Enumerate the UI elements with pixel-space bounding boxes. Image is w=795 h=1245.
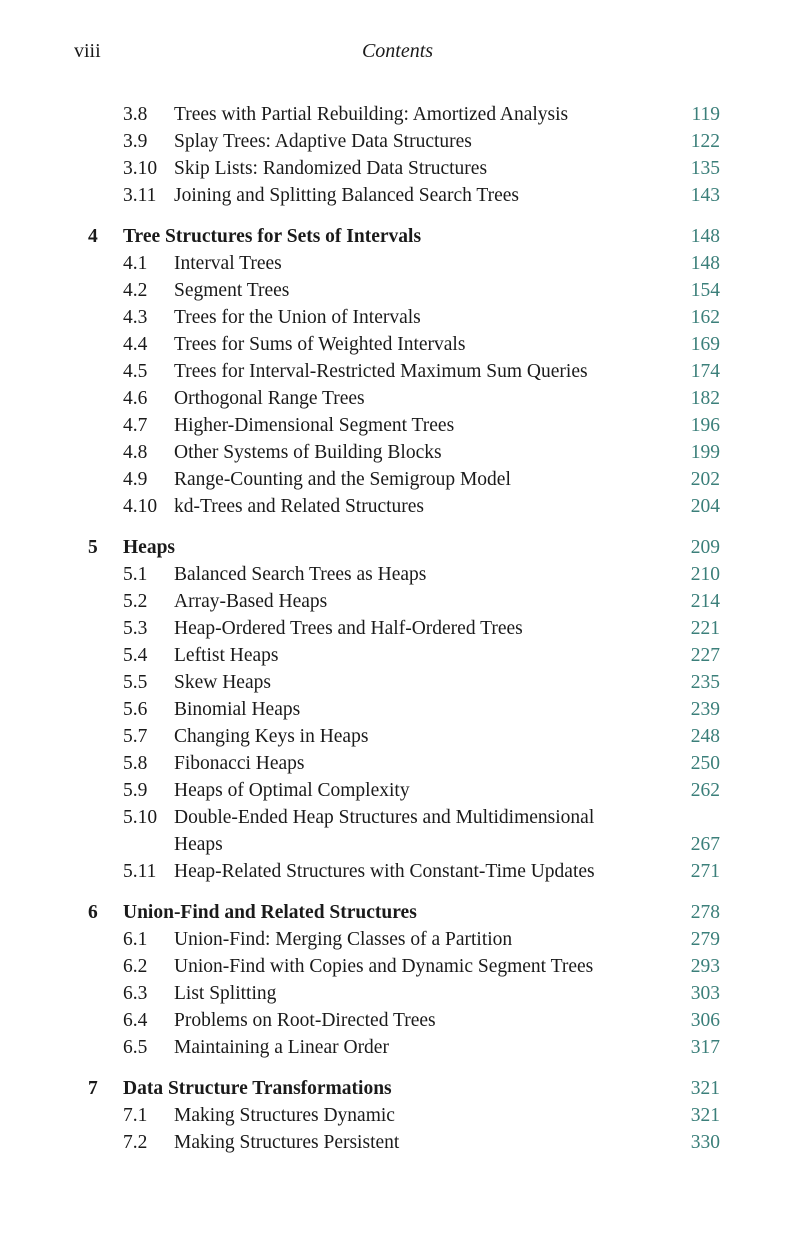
section-number: 7.1 bbox=[123, 1105, 148, 1126]
toc-section-entry[interactable] bbox=[0, 953, 795, 980]
section-number: 7.2 bbox=[123, 1132, 148, 1153]
toc-section-entry[interactable] bbox=[0, 439, 795, 466]
toc-chapter-entry[interactable] bbox=[0, 1075, 795, 1102]
chapter-title[interactable]: Heaps bbox=[123, 537, 176, 558]
chapter-number: 4 bbox=[88, 226, 98, 247]
section-number: 5.6 bbox=[123, 699, 148, 720]
section-title[interactable]: Range-Counting and the Semigroup Model bbox=[174, 469, 511, 490]
toc-section-entry[interactable] bbox=[0, 561, 795, 588]
section-title[interactable]: Skew Heaps bbox=[174, 672, 271, 693]
section-number: 5.9 bbox=[123, 780, 148, 801]
section-number: 3.8 bbox=[123, 104, 148, 125]
section-page-link[interactable]: 196 bbox=[690, 415, 720, 436]
toc-section-entry[interactable] bbox=[0, 858, 795, 885]
chapter-title[interactable]: Tree Structures for Sets of Intervals bbox=[123, 226, 422, 247]
toc-section-entry[interactable] bbox=[0, 642, 795, 669]
section-number: 3.9 bbox=[123, 131, 148, 152]
section-number: 5.1 bbox=[123, 564, 148, 585]
section-number: 6.5 bbox=[123, 1037, 148, 1058]
section-number: 4.4 bbox=[123, 334, 148, 355]
section-number: 4.3 bbox=[123, 307, 148, 328]
toc-chapter-block bbox=[0, 223, 795, 520]
section-page-link[interactable]: 135 bbox=[690, 158, 720, 179]
section-number: 4.9 bbox=[123, 469, 148, 490]
section-page-link[interactable]: 271 bbox=[690, 861, 720, 882]
section-number: 4.10 bbox=[123, 496, 158, 517]
section-page-link[interactable]: 317 bbox=[690, 1037, 720, 1058]
section-title[interactable]: Balanced Search Trees as Heaps bbox=[174, 564, 427, 585]
section-number: 4.2 bbox=[123, 280, 148, 301]
section-title[interactable]: Trees for the Union of Intervals bbox=[174, 307, 421, 328]
section-number: 4.7 bbox=[123, 415, 148, 436]
section-page-link[interactable]: 239 bbox=[690, 699, 720, 720]
toc-section-entry[interactable] bbox=[0, 1102, 795, 1129]
section-page-link[interactable]: 250 bbox=[690, 753, 720, 774]
section-page-link[interactable]: 262 bbox=[690, 780, 720, 801]
toc-section-entry[interactable] bbox=[0, 331, 795, 358]
toc-section-entry[interactable] bbox=[0, 493, 795, 520]
section-title[interactable]: Higher-Dimensional Segment Trees bbox=[174, 415, 455, 436]
section-page-link[interactable]: 174 bbox=[690, 361, 720, 382]
section-title[interactable]: Trees with Partial Rebuilding: Amortized Analysis bbox=[174, 104, 569, 125]
toc-section-entry[interactable] bbox=[0, 412, 795, 439]
toc-chapter-entry[interactable] bbox=[0, 534, 795, 561]
toc-section-entry[interactable] bbox=[0, 128, 795, 155]
toc-section-entry[interactable] bbox=[0, 588, 795, 615]
toc-section-entry[interactable] bbox=[0, 1129, 795, 1156]
toc-section-entry[interactable] bbox=[0, 155, 795, 182]
toc-chapter-block bbox=[0, 534, 795, 885]
section-title[interactable]: Segment Trees bbox=[174, 280, 290, 301]
toc-chapter-block bbox=[0, 101, 795, 209]
page-number: viii bbox=[74, 40, 101, 62]
chapter-title[interactable]: Data Structure Transformations bbox=[123, 1078, 392, 1099]
section-page-link[interactable]: 162 bbox=[690, 307, 720, 328]
section-page-link[interactable]: 221 bbox=[690, 618, 720, 639]
chapter-page-link[interactable]: 209 bbox=[690, 537, 720, 558]
section-title[interactable]: Heap-Ordered Trees and Half-Ordered Trees bbox=[174, 618, 523, 639]
section-page-link[interactable]: 227 bbox=[690, 645, 720, 666]
chapter-number: 6 bbox=[88, 902, 98, 923]
toc-section-entry[interactable] bbox=[0, 696, 795, 723]
toc-chapter-block bbox=[0, 1075, 795, 1156]
section-title[interactable]: Other Systems of Building Blocks bbox=[174, 442, 442, 463]
section-title[interactable]: Union-Find: Merging Classes of a Partition bbox=[174, 929, 513, 950]
toc-section-entry[interactable] bbox=[0, 669, 795, 696]
section-number: 6.1 bbox=[123, 929, 148, 950]
section-number: 6.3 bbox=[123, 983, 148, 1004]
section-number: 6.2 bbox=[123, 956, 148, 977]
section-number: 5.11 bbox=[123, 861, 157, 882]
section-title[interactable]: Making Structures Dynamic bbox=[174, 1105, 395, 1126]
chapter-title[interactable]: Union-Find and Related Structures bbox=[123, 902, 417, 923]
section-title[interactable]: Splay Trees: Adaptive Data Structures bbox=[174, 131, 472, 152]
toc-section-entry[interactable] bbox=[0, 466, 795, 493]
section-title[interactable]: Making Structures Persistent bbox=[174, 1132, 400, 1153]
section-title[interactable]: Binomial Heaps bbox=[174, 699, 301, 720]
section-title[interactable]: List Splitting bbox=[174, 983, 277, 1004]
section-page-link[interactable]: 148 bbox=[690, 253, 720, 274]
chapter-page-link[interactable]: 321 bbox=[690, 1078, 720, 1099]
section-number: 5.4 bbox=[123, 645, 148, 666]
toc-section-entry[interactable] bbox=[0, 1007, 795, 1034]
toc-section-entry[interactable] bbox=[0, 182, 795, 209]
toc-section-entry[interactable] bbox=[0, 723, 795, 750]
section-number: 5.2 bbox=[123, 591, 148, 612]
section-title[interactable]: kd-Trees and Related Structures bbox=[174, 496, 425, 517]
section-page-link[interactable]: 248 bbox=[690, 726, 720, 747]
section-page-link[interactable]: 303 bbox=[690, 983, 720, 1004]
toc-chapter-entry[interactable] bbox=[0, 899, 795, 926]
section-number: 4.5 bbox=[123, 361, 148, 382]
section-page-link[interactable]: 210 bbox=[690, 564, 720, 585]
section-page-link[interactable]: 182 bbox=[690, 388, 720, 409]
section-title[interactable]: Skip Lists: Randomized Data Structures bbox=[174, 158, 488, 179]
toc-section-entry[interactable] bbox=[0, 385, 795, 412]
chapter-page-link[interactable]: 278 bbox=[690, 902, 720, 923]
toc-section-entry-continued[interactable] bbox=[0, 831, 795, 858]
toc-chapter-entry[interactable] bbox=[0, 223, 795, 250]
section-page-link[interactable]: 202 bbox=[690, 469, 720, 490]
running-title: Contents bbox=[361, 40, 434, 62]
section-title[interactable]: Heap-Related Structures with Constant-Time Updates bbox=[174, 861, 595, 882]
toc-section-entry[interactable] bbox=[0, 304, 795, 331]
section-page-link[interactable]: 204 bbox=[690, 496, 720, 517]
section-title[interactable]: Trees for Interval-Restricted Maximum Sum Queries bbox=[174, 361, 588, 382]
section-page-link[interactable]: 119 bbox=[691, 104, 720, 125]
section-title[interactable]: Fibonacci Heaps bbox=[174, 753, 305, 774]
chapter-number: 7 bbox=[88, 1078, 98, 1099]
section-page-link[interactable]: 122 bbox=[690, 131, 720, 152]
section-page-link[interactable]: 154 bbox=[690, 280, 720, 301]
section-page-link[interactable]: 306 bbox=[690, 1010, 720, 1031]
section-number: 5.5 bbox=[123, 672, 148, 693]
section-page-link[interactable]: 214 bbox=[690, 591, 720, 612]
chapter-number: 5 bbox=[88, 537, 98, 558]
section-title-continued[interactable]: Heaps bbox=[174, 834, 223, 855]
section-number: 4.1 bbox=[123, 253, 148, 274]
toc-section-entry[interactable] bbox=[0, 804, 795, 831]
toc-section-entry[interactable] bbox=[0, 1034, 795, 1061]
section-title[interactable]: Joining and Splitting Balanced Search Trees bbox=[174, 185, 520, 206]
section-page-link[interactable]: 169 bbox=[690, 334, 720, 355]
section-number: 5.3 bbox=[123, 618, 148, 639]
section-page-link[interactable]: 279 bbox=[690, 929, 720, 950]
section-page-link[interactable]: 235 bbox=[690, 672, 720, 693]
toc-section-entry[interactable] bbox=[0, 926, 795, 953]
section-page-link[interactable]: 199 bbox=[690, 442, 720, 463]
section-title[interactable]: Maintaining a Linear Order bbox=[174, 1037, 389, 1058]
section-title[interactable]: Problems on Root-Directed Trees bbox=[174, 1010, 436, 1031]
section-number: 5.7 bbox=[123, 726, 148, 747]
toc-section-entry[interactable] bbox=[0, 980, 795, 1007]
section-number: 6.4 bbox=[123, 1010, 148, 1031]
section-title[interactable]: Trees for Sums of Weighted Intervals bbox=[174, 334, 466, 355]
section-title[interactable]: Union-Find with Copies and Dynamic Segment Trees bbox=[174, 956, 594, 977]
section-page-link[interactable]: 330 bbox=[690, 1132, 720, 1153]
toc-section-entry[interactable] bbox=[0, 615, 795, 642]
table-of-contents bbox=[0, 101, 795, 1170]
section-page-link[interactable]: 321 bbox=[690, 1105, 720, 1126]
section-title[interactable]: Array-Based Heaps bbox=[174, 591, 328, 612]
toc-chapter-block bbox=[0, 899, 795, 1061]
section-title[interactable]: Heaps of Optimal Complexity bbox=[174, 780, 410, 801]
section-number: 3.11 bbox=[123, 185, 157, 206]
toc-section-entry[interactable] bbox=[0, 250, 795, 277]
toc-section-entry[interactable] bbox=[0, 101, 795, 128]
chapter-page-link[interactable]: 148 bbox=[690, 226, 720, 247]
section-number: 5.8 bbox=[123, 753, 148, 774]
section-page-link[interactable]: 267 bbox=[690, 834, 720, 855]
toc-section-entry[interactable] bbox=[0, 750, 795, 777]
section-page-link[interactable]: 143 bbox=[690, 185, 720, 206]
section-title[interactable]: Changing Keys in Heaps bbox=[174, 726, 369, 747]
section-title[interactable]: Interval Trees bbox=[174, 253, 282, 274]
section-title[interactable]: Orthogonal Range Trees bbox=[174, 388, 365, 409]
section-number: 5.10 bbox=[123, 807, 158, 828]
toc-section-entry[interactable] bbox=[0, 277, 795, 304]
toc-section-entry[interactable] bbox=[0, 358, 795, 385]
toc-section-entry[interactable] bbox=[0, 777, 795, 804]
section-title[interactable]: Double-Ended Heap Structures and Multidimensional bbox=[174, 807, 595, 828]
section-number: 4.8 bbox=[123, 442, 148, 463]
page-header bbox=[0, 40, 795, 68]
section-number: 4.6 bbox=[123, 388, 148, 409]
section-title[interactable]: Leftist Heaps bbox=[174, 645, 279, 666]
section-page-link[interactable]: 293 bbox=[690, 956, 720, 977]
section-number: 3.10 bbox=[123, 158, 158, 179]
